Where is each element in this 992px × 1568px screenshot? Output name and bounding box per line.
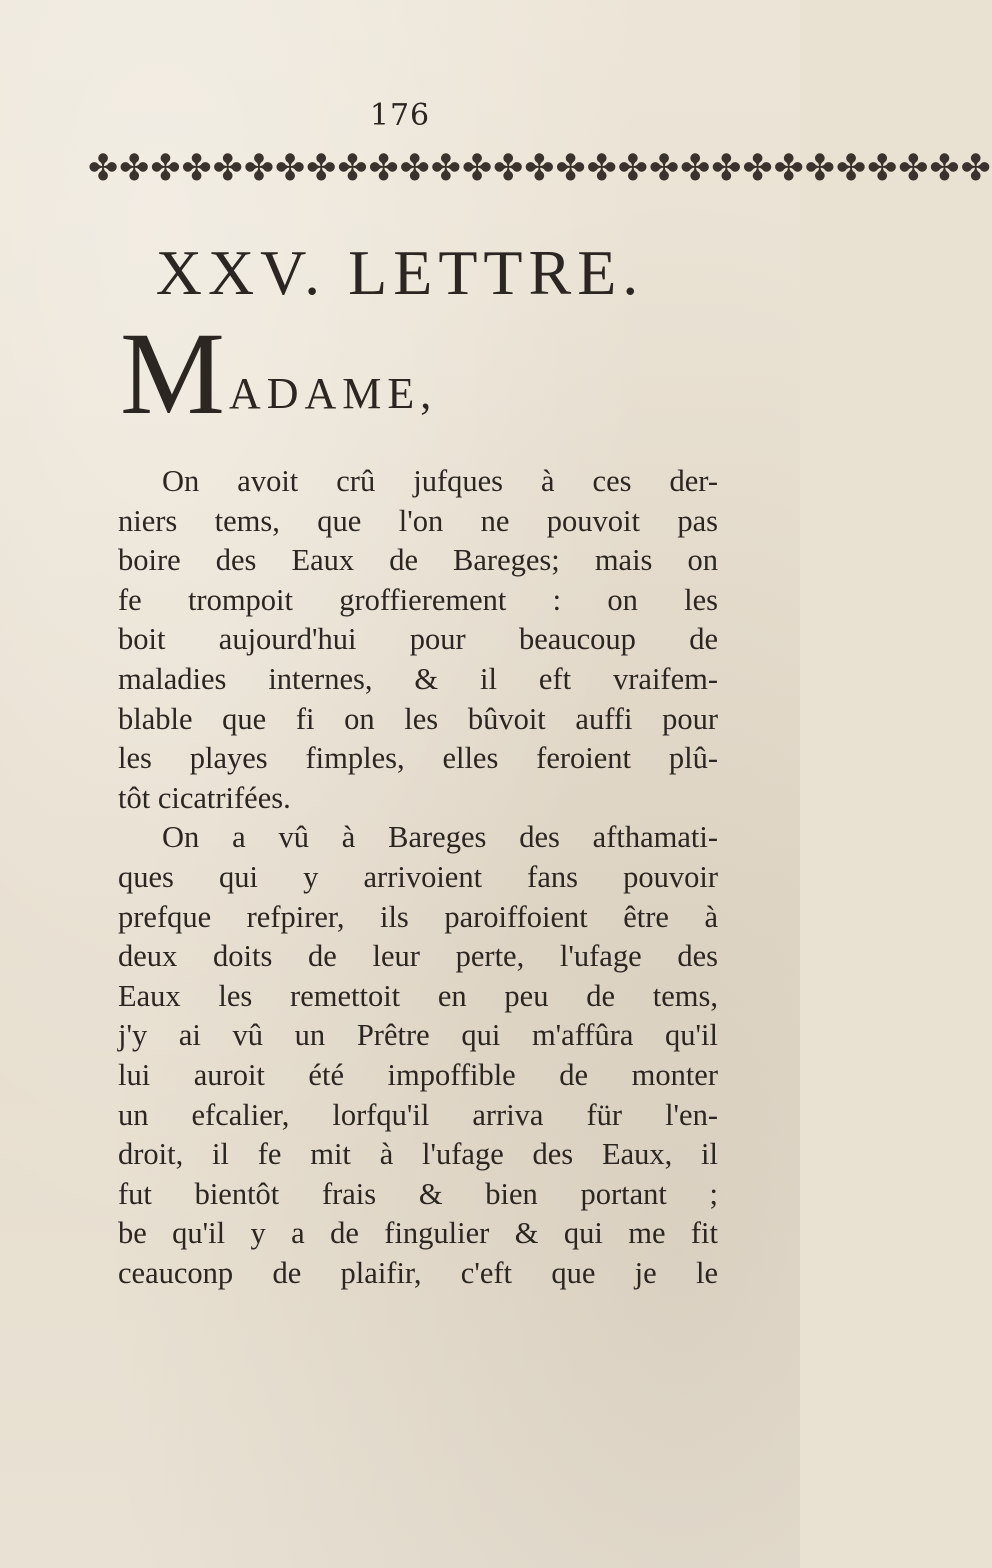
text-line: j'y ai vû un Prêtre qui m'affûra qu'il [118,1018,718,1053]
text-line: droit, il fe mit à l'ufage des Eaux, il [118,1137,718,1172]
text-line: On a vû à Bareges des afthamati- [162,820,718,855]
text-line: maladies internes, & il eft vraifem- [118,661,718,696]
text-line: les playes fimples, elles feroient plû- [118,741,718,776]
page-number: 176 [369,98,431,133]
text-line: ques qui y arrivoient fans pouvoir [118,859,718,894]
text-line: tôt cicatrifées. [118,780,291,815]
letter-body [118,462,718,1293]
drop-cap: M [120,308,225,439]
salutation [120,308,438,439]
salutation-rest: ADAME, [228,369,438,418]
text-line: fut bientôt frais & bien portant ; [118,1176,718,1211]
text-line: niers tems, que l'on ne pouvoit pas [118,503,718,538]
text-line: boit aujourd'hui pour beaucoup de [118,622,718,657]
ornamental-border: ✤✤✤✤✤✤✤✤✤✤✤✤✤✤✤✤✤✤✤✤✤✤✤✤✤✤✤✤✤ [88,148,992,189]
text-line: lui auroit été impoffible de monter [118,1057,718,1092]
text-line: blable que fi on les bûvoit auffi pour [118,701,718,736]
text-line: un efcalier, lorfqu'il arriva für l'en- [118,1097,718,1132]
text-line: be qu'il y a de fingulier & qui me fit [118,1216,718,1251]
text-line: prefque refpirer, ils paroiffoient être à [118,899,718,934]
text-line: fe trompoit groffierement : on les [118,582,718,617]
text-line: On avoit crû jufques à ces der- [162,464,718,498]
text-line: Eaux les remettoit en peu de tems, [118,978,718,1013]
letter-heading: XXV. LETTRE. [155,237,645,308]
text-line: ceauconp de plaifir, c'eft que je le [118,1255,718,1290]
text-line: boire des Eaux de Bareges; mais on [118,543,718,578]
text-line: deux doits de leur perte, l'ufage des [118,939,718,974]
